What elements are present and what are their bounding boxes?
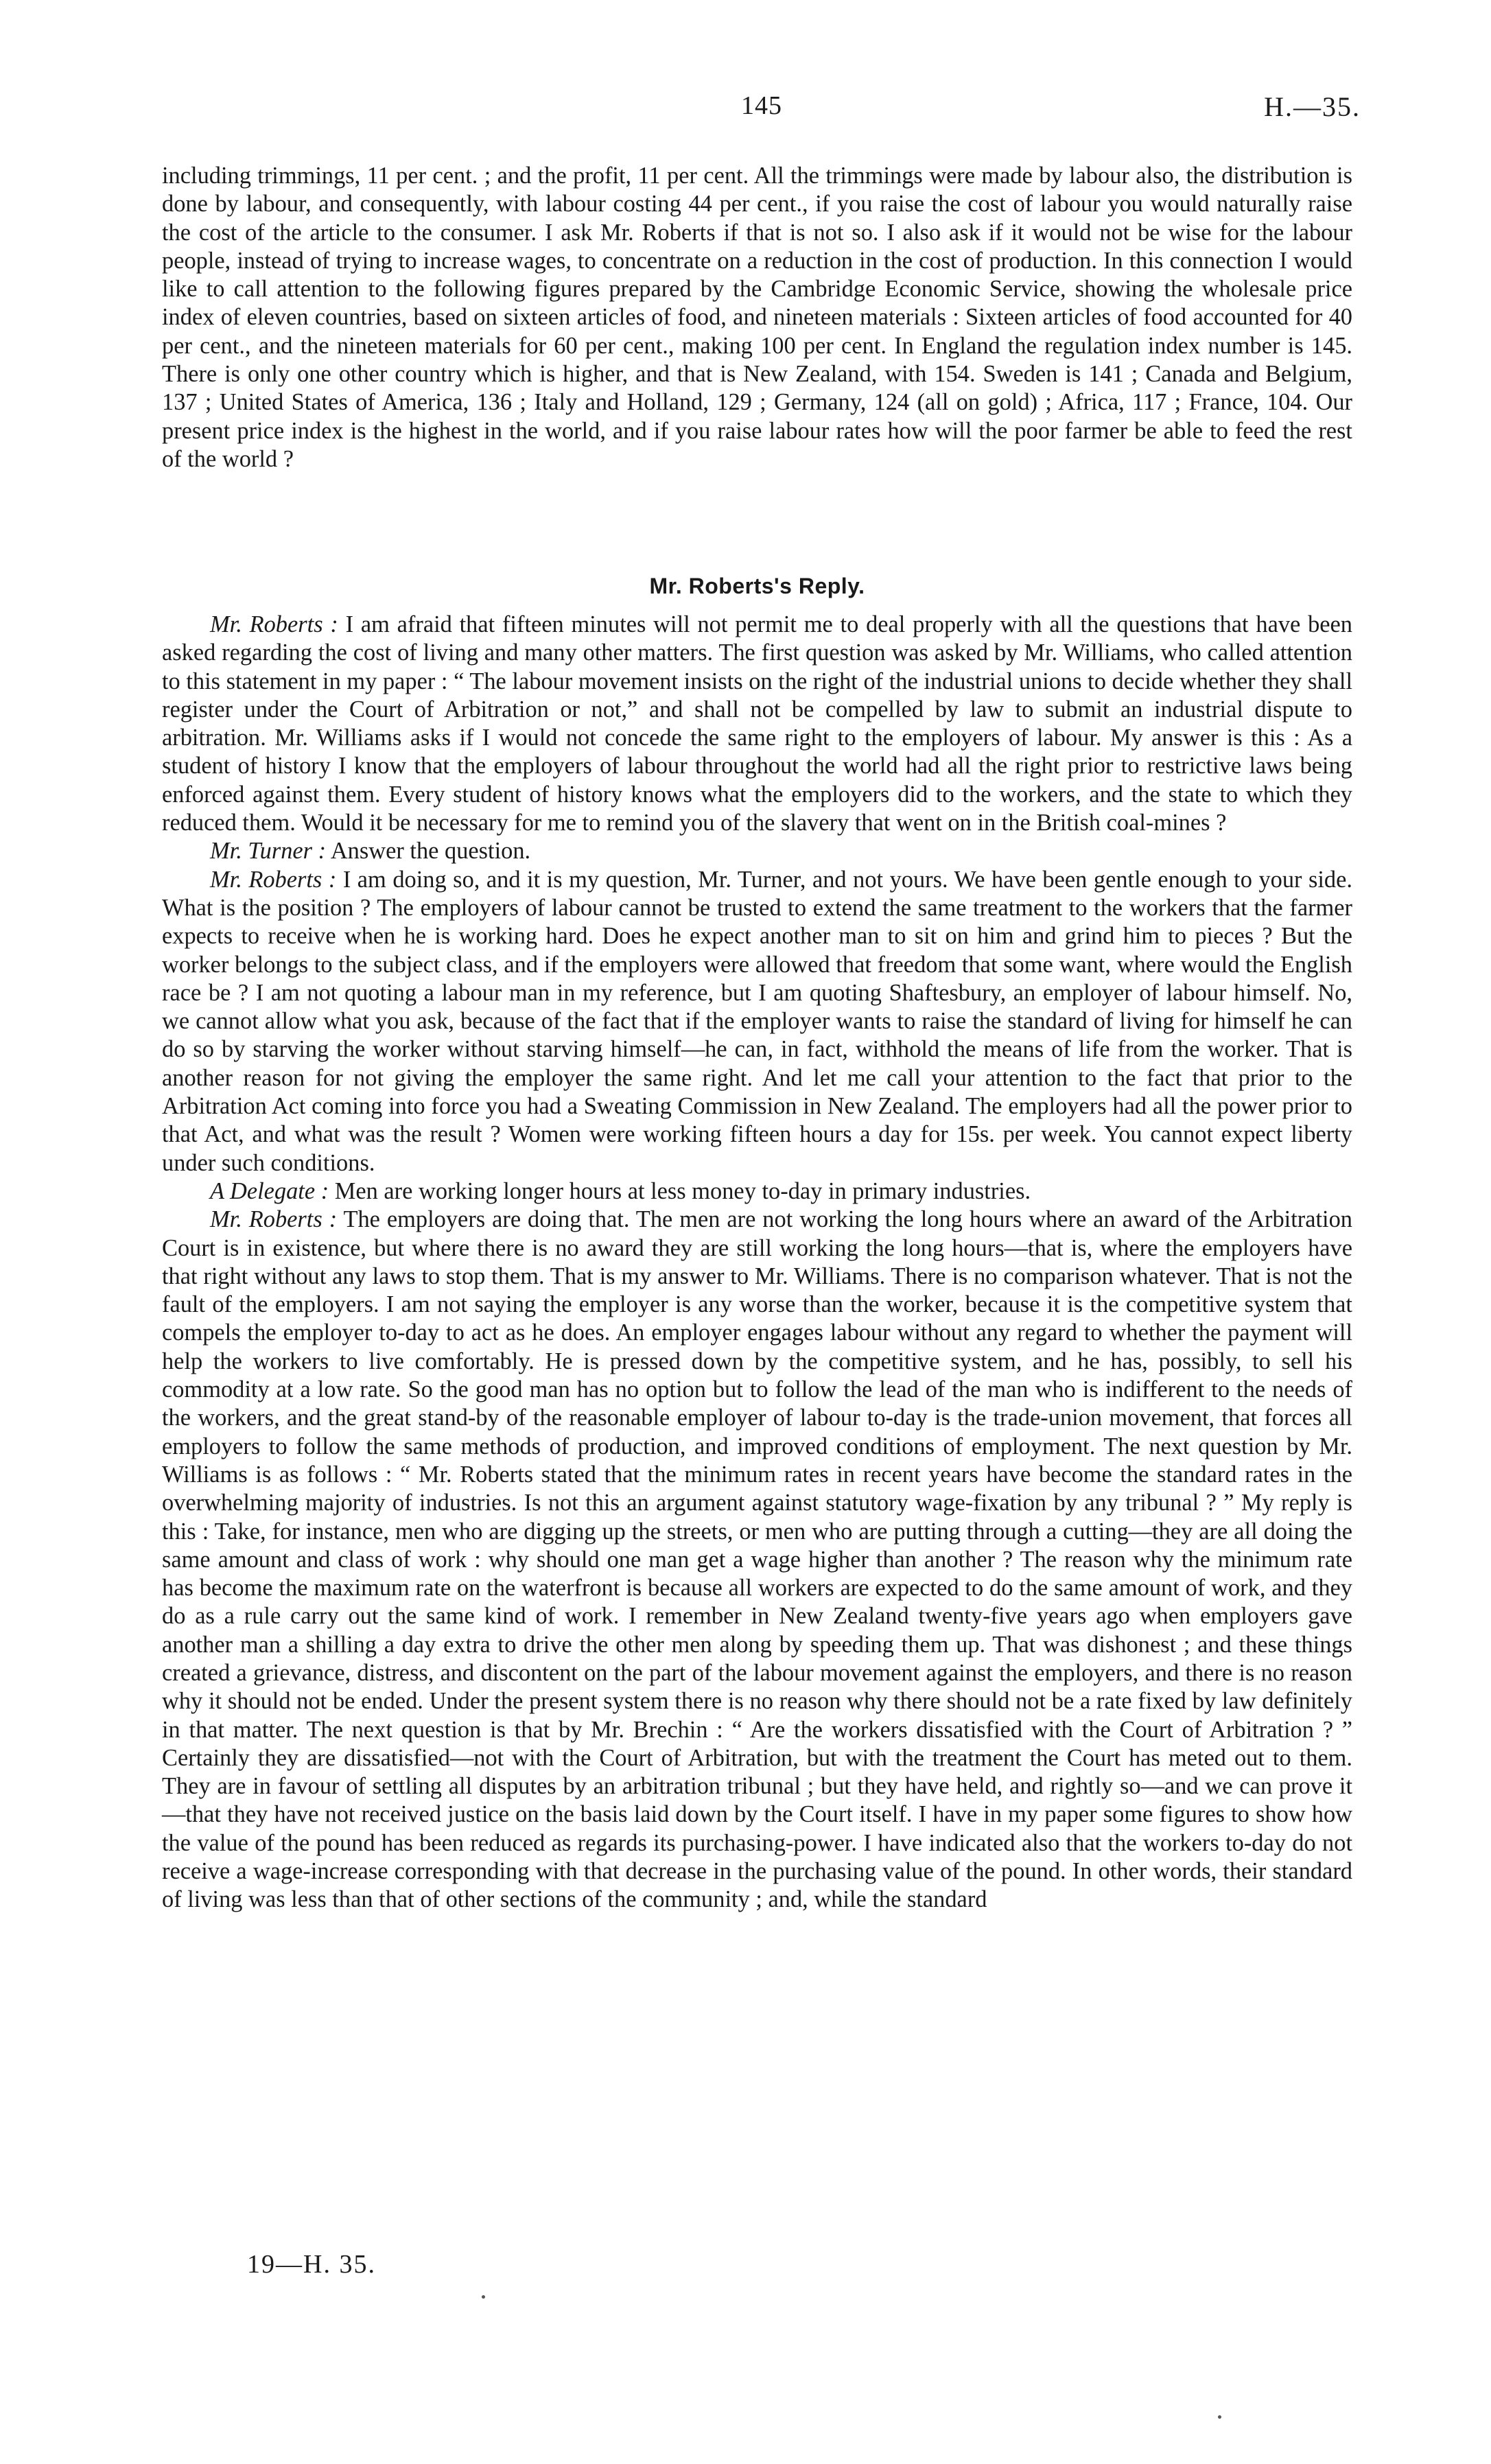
reply-body — [162, 611, 1352, 1914]
speaker-name: Mr. Turner : — [210, 838, 327, 865]
reply-paragraph — [162, 611, 1352, 837]
speaker-name: A Delegate : — [210, 1177, 329, 1204]
section-heading: Mr. Roberts's Reply. — [649, 574, 865, 598]
reply-paragraph — [162, 1177, 1352, 1206]
report-code: H.—35. — [1264, 91, 1361, 122]
speech-text: I am doing so, and it is my question, Mr. Turner, and not yours. We have been gentle enough to your side. What is the position ? The employers of labour cannot be trusted to extend the same treatment to the workers that the farmer expects to receive when he is working hard. Does he expect another man to sit on him and grind him to pieces ? But the worker belongs to the subject class, and if the employers were allowed that freedom that some want, where would the English race be ? I am not quoting a labour man in my reference, but I am quoting Shaftesbury, an employer of labour himself. No, we cannot allow what you ask, because of the fact that if the employer wants to raise the standard of living for himself he can do so by starving the worker without starving himself—he can, in fact, withhold the means of life from the worker. That is another reason for not giving the employer the same right. And let me call your attention to the fact that prior to the Arbitration Act coming into force you had a Sweating Commission in New Zealand. The employers had all the power prior to that Act, and what was the result ? Women were working fifteen hours a day for 15s. per week. You cannot expect liberty under such conditions. — [162, 866, 1352, 1176]
speech-text: The employers are doing that. The men are not working the long hours where an award of the Arbitration Court is in existence, but where there is no award they are still working the long hours—that is, where the employers have that right without any laws to stop them. That is my answer to Mr. Williams. There is no comparison whatever. That is not the fault of the employers. I am not saying the employer is any worse than the worker, because it is the competitive system that compels the employer to-day to act as he does. An employer engages labour without any regard to whether the payment will help the workers to live comfortably. He is pressed down by the competitive system, and he has, possibly, to sell his commodity at a low rate. So the good man has no option but to follow the lead of the man who is indifferent to the needs of the workers, and the great stand-by of the reasonable employer of labour to-day is the trade-union movement, that forces all employers to follow the same methods of production, and improved conditions of employment. The next question by Mr. Williams is as follows : “ Mr. Roberts stated that the minimum rates in recent years have become the standard rates in the overwhelming majority of industries. Is not this an argument against statutory wage-fixation by any tribunal ? ” My reply is this : Take, for instance, men who are digging up the streets, or men who are putting through a cutting—they are all doing the same amount and class of work : why should one man get a wage higher than another ? The reason why the minimum rate has become the maximum rate on the waterfront is because all workers are expected to do the same amount of work, and they do as a rule carry out the same kind of work. I remember in New Zealand twenty-five years ago when employers gave another man a shilling a day extra to drive the other men along by speeding them up. That was dishonest ; and these things created a grievance, distress, and discontent on the part of the labour movement against the employers, and there is no reason why it should not be ended. Under the present system there is no reason why there should not be a rate fixed by law definitely in that matter. The next question is that by Mr. Brechin : “ Are the workers dissatisfied with the Court of Arbitration ? ” Certainly they are dissatisfied—not with the Court of Arbitration, but with the treatment the Court has meted out to them. They are in favour of settling all disputes by an arbitration tribunal ; but they have held, and rightly so—and we can prove it—that they have not received justice on the basis laid down by the Court itself. I have in my paper some figures to show how the value of the pound has been reduced as regards its purchasing-power. I have indicated also that the workers to-day do not receive a wage-increase corresponding with that decrease in the purchasing value of the pound. In other words, their standard of living was less than that of other sections of the community ; and, while the standard — [162, 1206, 1352, 1913]
footer-signature: 19—H. 35. — [247, 2250, 376, 2279]
page-number: 145 — [741, 91, 782, 120]
reply-paragraph — [162, 837, 1352, 865]
speaker-name: Mr. Roberts : — [210, 866, 337, 893]
speech-text: I am afraid that fifteen minutes will not permit me to deal properly with all the questions that have been asked regarding the cost of living and many other matters. The first question was asked by Mr. Williams, who called attention to this statement in my paper : “ The labour movement insists on the right of the industrial unions to decide whether they shall register under the Court of Arbitration or not,” and shall not be compelled by law to submit an industrial dispute to arbitration. Mr. Williams asks if I would not concede the same right to the employers of labour. My answer is this : As a student of history I know that the employers of labour throughout the world had all the right prior to restrictive laws being enforced against them. Every student of history knows what the employers did to the workers, and the state to which they reduced them. Would it be necessary for me to remind you of the slavery that went on in the British coal-mines ? — [162, 611, 1352, 836]
speech-text: Answer the question. — [330, 838, 531, 865]
paper-speck — [482, 2295, 485, 2299]
speaker-name: Mr. Roberts : — [210, 611, 338, 637]
intro-paragraph: including trimmings, 11 per cent. ; and the profit, 11 per cent. All the trimmings were made by labour also, the distribution is done by labour, and consequently, with labour costing 44 per cent., if you raise the cost of labour you would naturally raise the cost of the article to the consumer. I ask Mr. Roberts if that is not so. I also ask if it would not be wise for the labour people, instead of trying to increase wages, to concentrate on a reduction in the cost of production. In this connection I would like to call attention to the following figures prepared by the Cambridge Economic Service, showing the wholesale price index of eleven countries, based on sixteen articles of food, and nineteen materials : Sixteen articles of food accounted for 40 per cent., and the nineteen materials for 60 per cent., making 100 per cent. In England the regulation index number is 145. There is only one other country which is higher, and that is New Zealand, with 154. Sweden is 141 ; Canada and Belgium, 137 ; United States of America, 136 ; Italy and Holland, 129 ; Germany, 124 (all on gold) ; Africa, 117 ; France, 104. Our present price index is the highest in the world, and if you raise labour rates how will the poor farmer be able to feed the rest of the world ? — [162, 163, 1352, 472]
reply-paragraph — [162, 1206, 1352, 1914]
reply-paragraph — [162, 866, 1352, 1177]
paper-speck — [1218, 2415, 1221, 2419]
speaker-name: Mr. Roberts : — [210, 1206, 338, 1233]
speech-text: Men are working longer hours at less money to-day in primary industries. — [334, 1177, 1031, 1204]
